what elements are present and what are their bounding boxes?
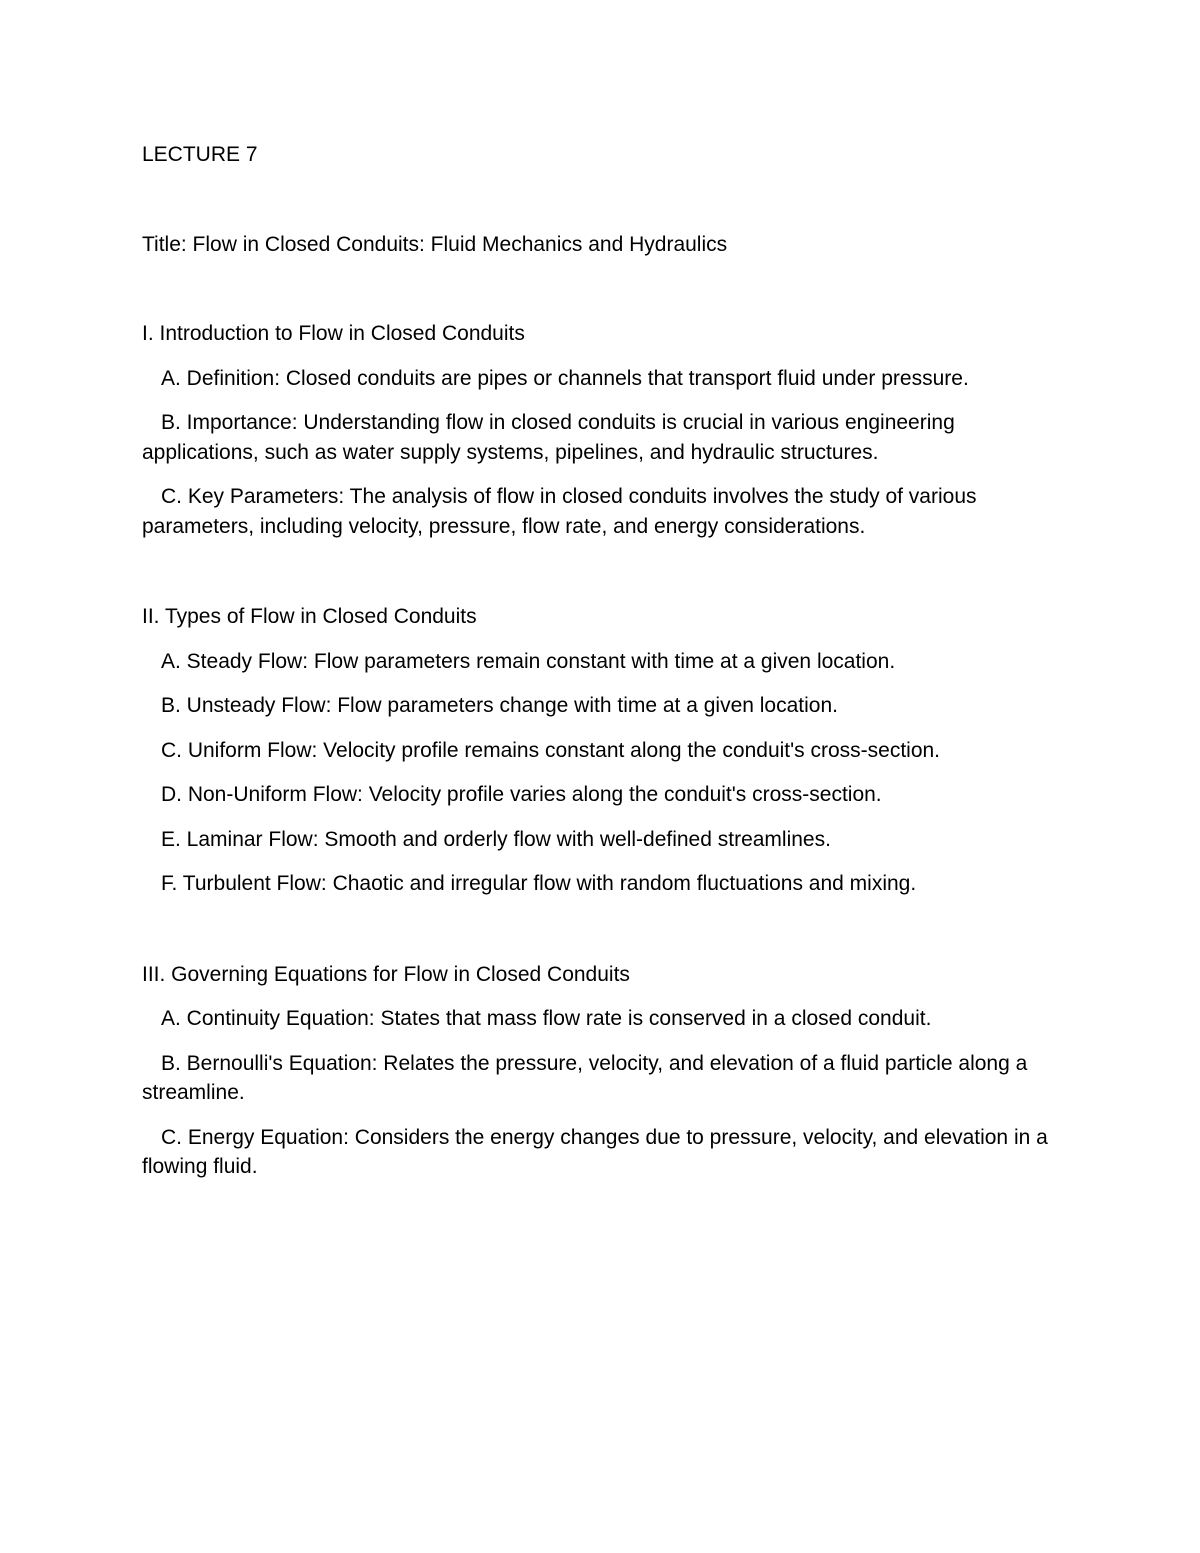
list-item: D. Non-Uniform Flow: Velocity profile varies along the conduit's cross-section.: [161, 783, 882, 806]
list-item: A. Definition: Closed conduits are pipes or channels that transport fluid under pressure.: [161, 366, 969, 390]
section-heading: III. Governing Equations for Flow in Closed Conduits: [142, 962, 630, 986]
list-item: E. Laminar Flow: Smooth and orderly flow with well-defined streamlines.: [161, 827, 831, 851]
document-title: Title: Flow in Closed Conduits: Fluid Mechanics and Hydraulics: [142, 232, 728, 256]
list-item: B. Unsteady Flow: Flow parameters change with time at a given location.: [161, 694, 838, 717]
list-item: B. Bernoulli's Equation: Relates the pressure, velocity, and elevation of a fluid particle along a streamline.: [142, 1051, 1028, 1104]
section-introduction: [142, 319, 1062, 541]
section-types-of-flow: [142, 602, 1062, 899]
list-item: B. Importance: Understanding flow in closed conduits is crucial in various engineering applications, such as water supply systems, pipelines, and hydraulic structures.: [142, 411, 955, 464]
list-item: C. Energy Equation: Considers the energy changes due to pressure, velocity, and elevation in a flowing fluid.: [142, 1125, 1048, 1178]
section-heading: I. Introduction to Flow in Closed Conduits: [142, 322, 525, 345]
list-item: C. Key Parameters: The analysis of flow in closed conduits involves the study of various parameters, including velocity, pressure, flow rate, and energy considerations.: [142, 485, 977, 538]
list-item: A. Steady Flow: Flow parameters remain constant with time at a given location.: [161, 649, 896, 673]
list-item: A. Continuity Equation: States that mass flow rate is conserved in a closed conduit.: [161, 1007, 932, 1030]
lecture-number: LECTURE 7: [142, 143, 258, 166]
section-governing-equations: [142, 960, 1062, 1182]
list-item: F. Turbulent Flow: Chaotic and irregular flow with random fluctuations and mixing.: [161, 872, 917, 895]
document-page: [142, 140, 1062, 1182]
list-item: C. Uniform Flow: Velocity profile remains constant along the conduit's cross-section.: [161, 738, 941, 762]
section-heading: II. Types of Flow in Closed Conduits: [142, 605, 477, 628]
